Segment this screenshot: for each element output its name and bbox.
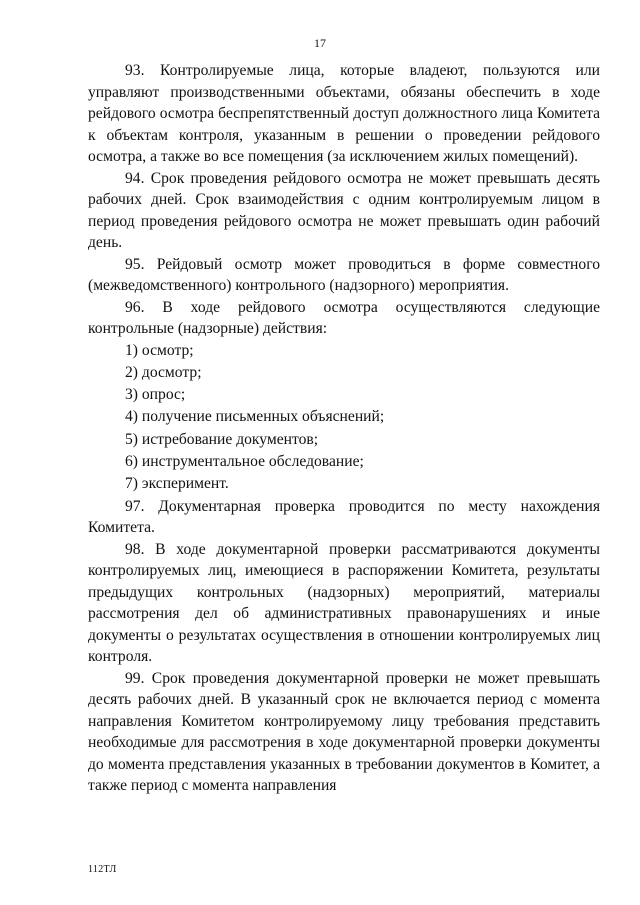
list-item: 3) опрос;: [125, 386, 186, 404]
document-body: [88, 60, 600, 797]
list-item: 1) осмотр;: [125, 341, 194, 359]
list-item: 6) инструментальное обследование;: [125, 452, 364, 470]
actions-list: [88, 340, 600, 496]
paragraph-96: 96. В ходе рейдового осмотра осуществляются следующие контрольные (надзорные) действия:: [88, 298, 600, 337]
list-item: 7) эксперимент.: [125, 475, 229, 493]
paragraph-99: 99. Срок проведения документарной проверки не может превышать десять рабочих дней. В указанный срок не включается период с момента направления Комитетом контролируемому лицу требования представить необходимые для рассмотрения в ходе документарной проверки документы до момента представления указанных в требовании документов в Комитет, а также период с момента направления: [88, 669, 600, 795]
list-item: 2) досмотр;: [125, 363, 202, 381]
page-number: 17: [314, 36, 326, 50]
paragraph-98: 98. В ходе документарной проверки рассматриваются документы контролируемых лиц, имеющиеся в распоряжении Комитета, результаты предыдущих контрольных (надзорных) мероприятий, материалы рассмотрения дел об административных правонарушениях и иные документы о результатах осуществления в отношении контролируемых лиц контроля.: [88, 540, 600, 666]
list-item: 5) истребование документов;: [125, 430, 319, 448]
footer-code: 112ТЛ: [88, 864, 117, 875]
paragraph-97: 97. Документарная проверка проводится по месту нахождения Комитета.: [88, 497, 600, 537]
paragraph-93: 93. Контролируемые лица, которые владеют, пользуются или управляют производственными объектами, обязаны обеспечить в ходе рейдового осмотра беспрепятственный доступ должностного лица Комитета к объектам контроля, указанным в решении о проведении рейдового осмотра, а также во все помещения (за исключением жилых помещений).: [88, 62, 600, 165]
paragraph-95: 95. Рейдовый осмотр может проводиться в форме совместного (межведомственного) контрольного (надзорного) мероприятия.: [88, 255, 600, 294]
list-item: 4) получение письменных объяснений;: [125, 408, 385, 426]
paragraph-94: 94. Срок проведения рейдового осмотра не может превышать десять рабочих дней. Срок взаимодействия с одним контролируемым лицом в период проведения рейдового осмотра не может превышать один рабочий день.: [88, 169, 600, 251]
